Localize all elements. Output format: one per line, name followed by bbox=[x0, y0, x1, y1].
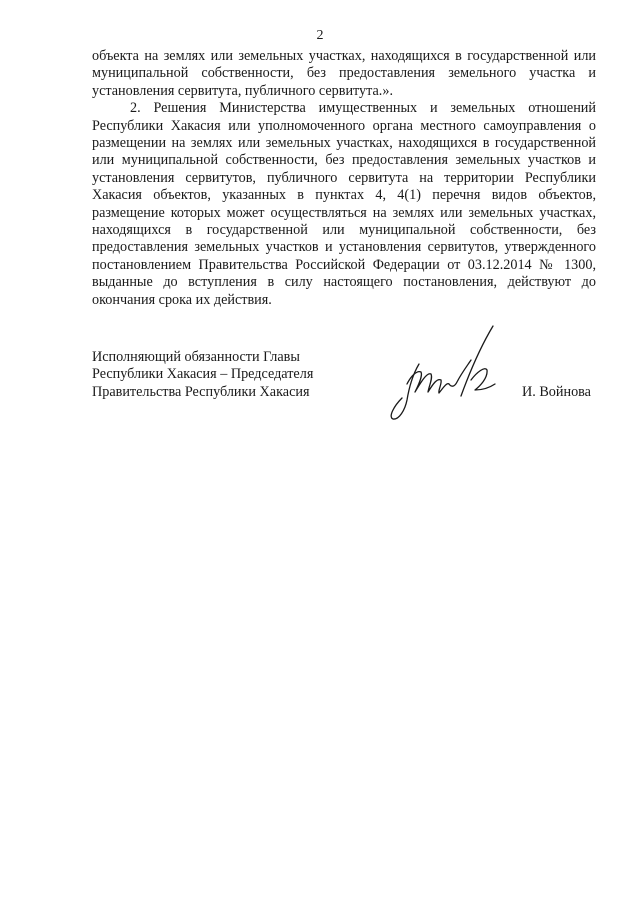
signatory-name: И. Войнова bbox=[522, 384, 591, 400]
signatory-title-line-2: Республики Хакасия – Председателя bbox=[92, 366, 314, 383]
paragraph-continuation: объекта на землях или земельных участках, находящихся в государственной или муниципальной собственности, без предоставления земельного участка и установления сервитута, публичного сервитута.». bbox=[92, 48, 596, 99]
signatory-title-line-3: Правительства Республики Хакасия bbox=[92, 383, 310, 400]
signatory-title-line-1: Исполняющий обязанности Главы bbox=[92, 349, 300, 365]
page-number: 2 bbox=[316, 28, 324, 43]
signatory-title bbox=[92, 349, 313, 401]
document-body bbox=[92, 48, 596, 309]
handwritten-signature-icon bbox=[385, 322, 500, 424]
paragraph-2: 2. Решения Министерства имущественных и земельных отношений Республики Хакасия или уполномоченного органа местного самоуправления о размещении на землях или земельных участках, находящихся в государственной или муниципальной собственности, без предоставления земельных участков и установления сервитутов, публичного сервитута на территории Республики Хакасия объектов, указанных в пунктах 4, 4(1) перечня видов объектов, размещение которых может осуществляться на землях или земельных участках, находящихся в государственной или муниципальной собственности, без предоставления земельных участков и установления сервитутов, утвержденного постановлением Правительства Российской Федерации от 03.12.2014 № 1300, выданные до вступления в силу настоящего постановления, действуют до окончания срока их действия. bbox=[92, 100, 596, 308]
